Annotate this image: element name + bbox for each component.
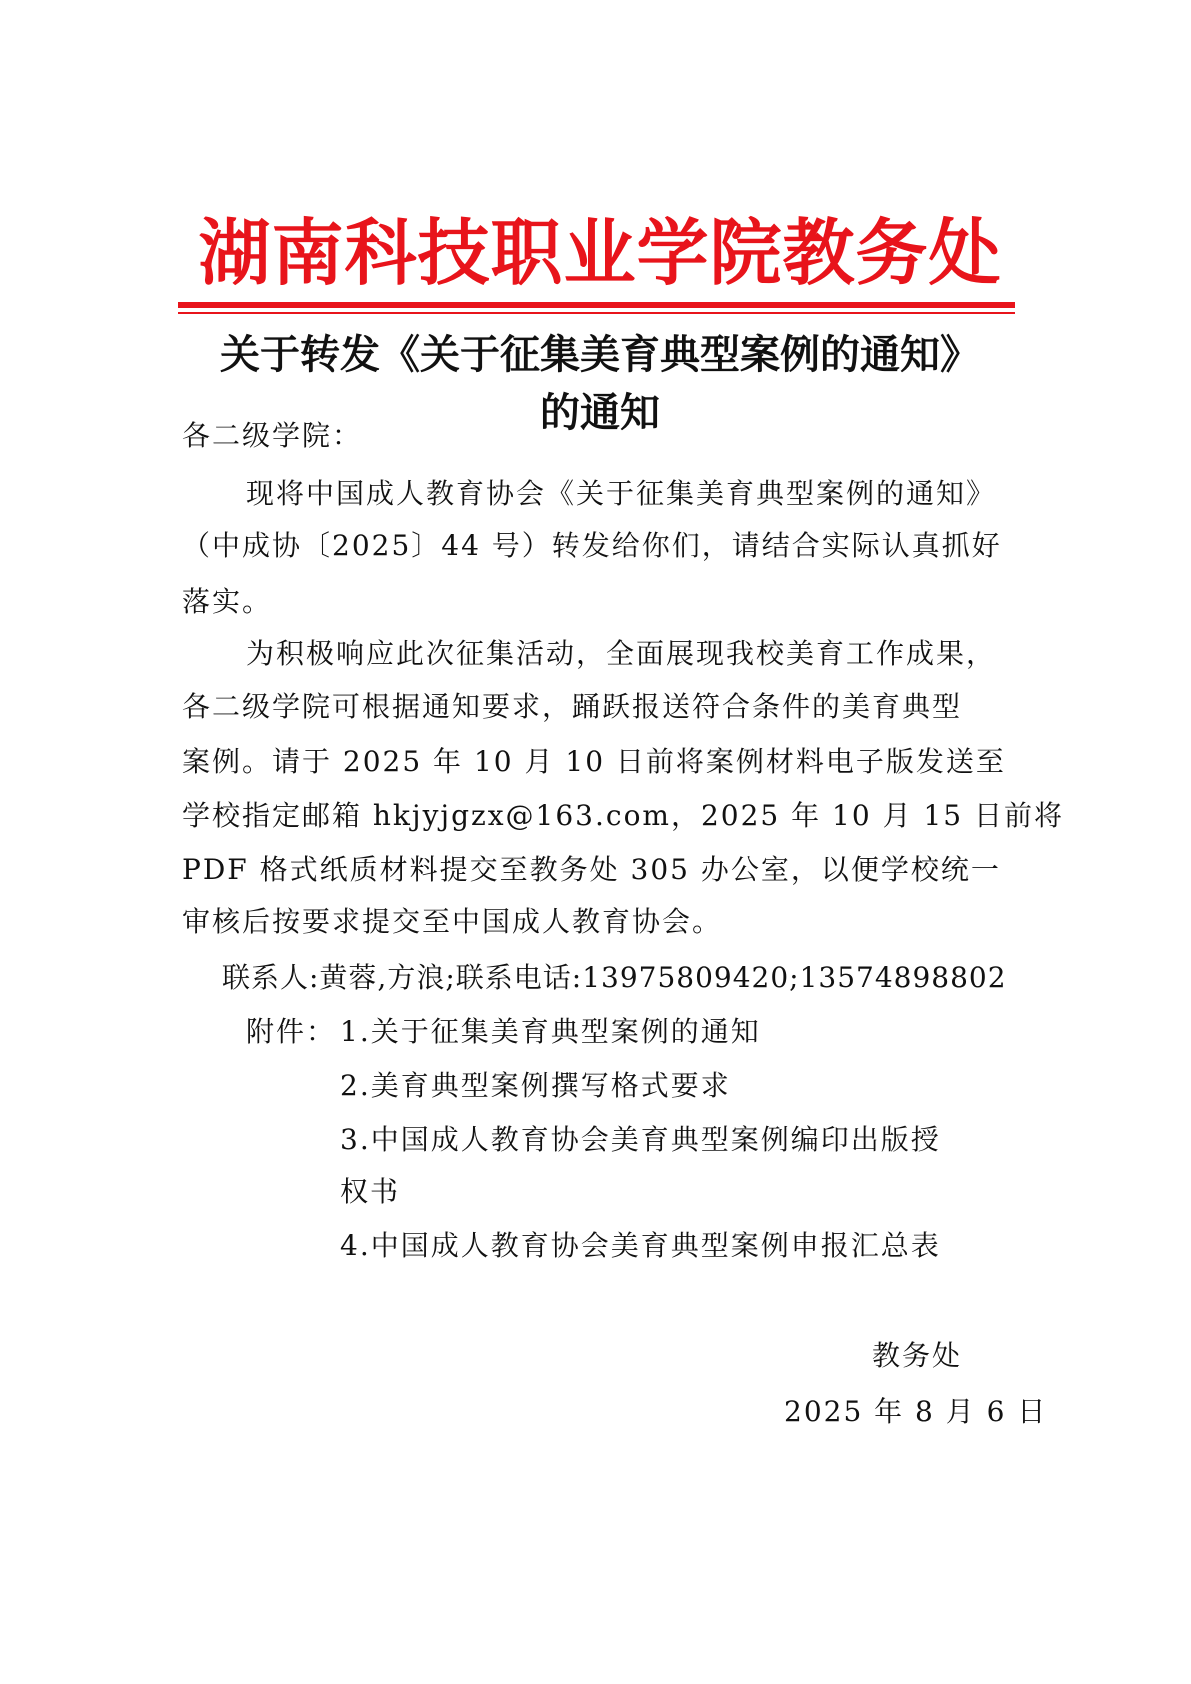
paragraph-2-line-4: 学校指定邮箱 hkjyjgzx@163.com，2025 年 10 月 15 日前将 xyxy=(182,799,1065,832)
attachments-label: 附件： xyxy=(246,1015,337,1048)
organization-header-title: 湖南科技职业学院教务处 xyxy=(198,210,1002,295)
attachment-item-3-line-2: 权书 xyxy=(340,1175,401,1208)
header-divider-thin xyxy=(178,312,1015,314)
document-title-line-2: 的通知 xyxy=(540,389,660,436)
attachment-item-3-line-1: 3.中国成人教育协会美育典型案例编印出版授 xyxy=(340,1123,941,1156)
paragraph-2-line-6: 审核后按要求提交至中国成人教育协会。 xyxy=(182,905,723,938)
paragraph-2-line-5: PDF 格式纸质材料提交至教务处 305 办公室，以便学校统一 xyxy=(182,853,1001,886)
signature-department: 教务处 xyxy=(872,1339,963,1372)
paragraph-1-line-3: 落实。 xyxy=(182,585,273,618)
signature-date: 2025 年 8 月 6 日 xyxy=(784,1395,1048,1428)
attachment-item-2: 2.美育典型案例撰写格式要求 xyxy=(340,1069,731,1102)
header-divider-thick xyxy=(178,302,1015,308)
document-title-line-1: 关于转发《关于征集美育典型案例的通知》 xyxy=(220,331,980,378)
paragraph-2-line-2: 各二级学院可根据通知要求，踊跃报送符合条件的美育典型 xyxy=(182,690,963,723)
attachment-item-4: 4.中国成人教育协会美育典型案例申报汇总表 xyxy=(340,1229,941,1262)
contact-info: 联系人:黄蓉,方浪;联系电话:13975809420;13574898802 xyxy=(222,961,1007,994)
paragraph-2-line-1: 为积极响应此次征集活动，全面展现我校美育工作成果， xyxy=(246,637,997,670)
paragraph-2-line-3: 案例。请于 2025 年 10 月 10 日前将案例材料电子版发送至 xyxy=(182,745,1006,778)
attachment-item-1: 1.关于征集美育典型案例的通知 xyxy=(340,1015,761,1048)
salutation: 各二级学院： xyxy=(182,419,363,452)
paragraph-1-line-1: 现将中国成人教育协会《关于征集美育典型案例的通知》 xyxy=(246,477,997,510)
paragraph-1-line-2: （中成协〔2025〕44 号）转发给你们，请结合实际认真抓好 xyxy=(182,529,1002,562)
